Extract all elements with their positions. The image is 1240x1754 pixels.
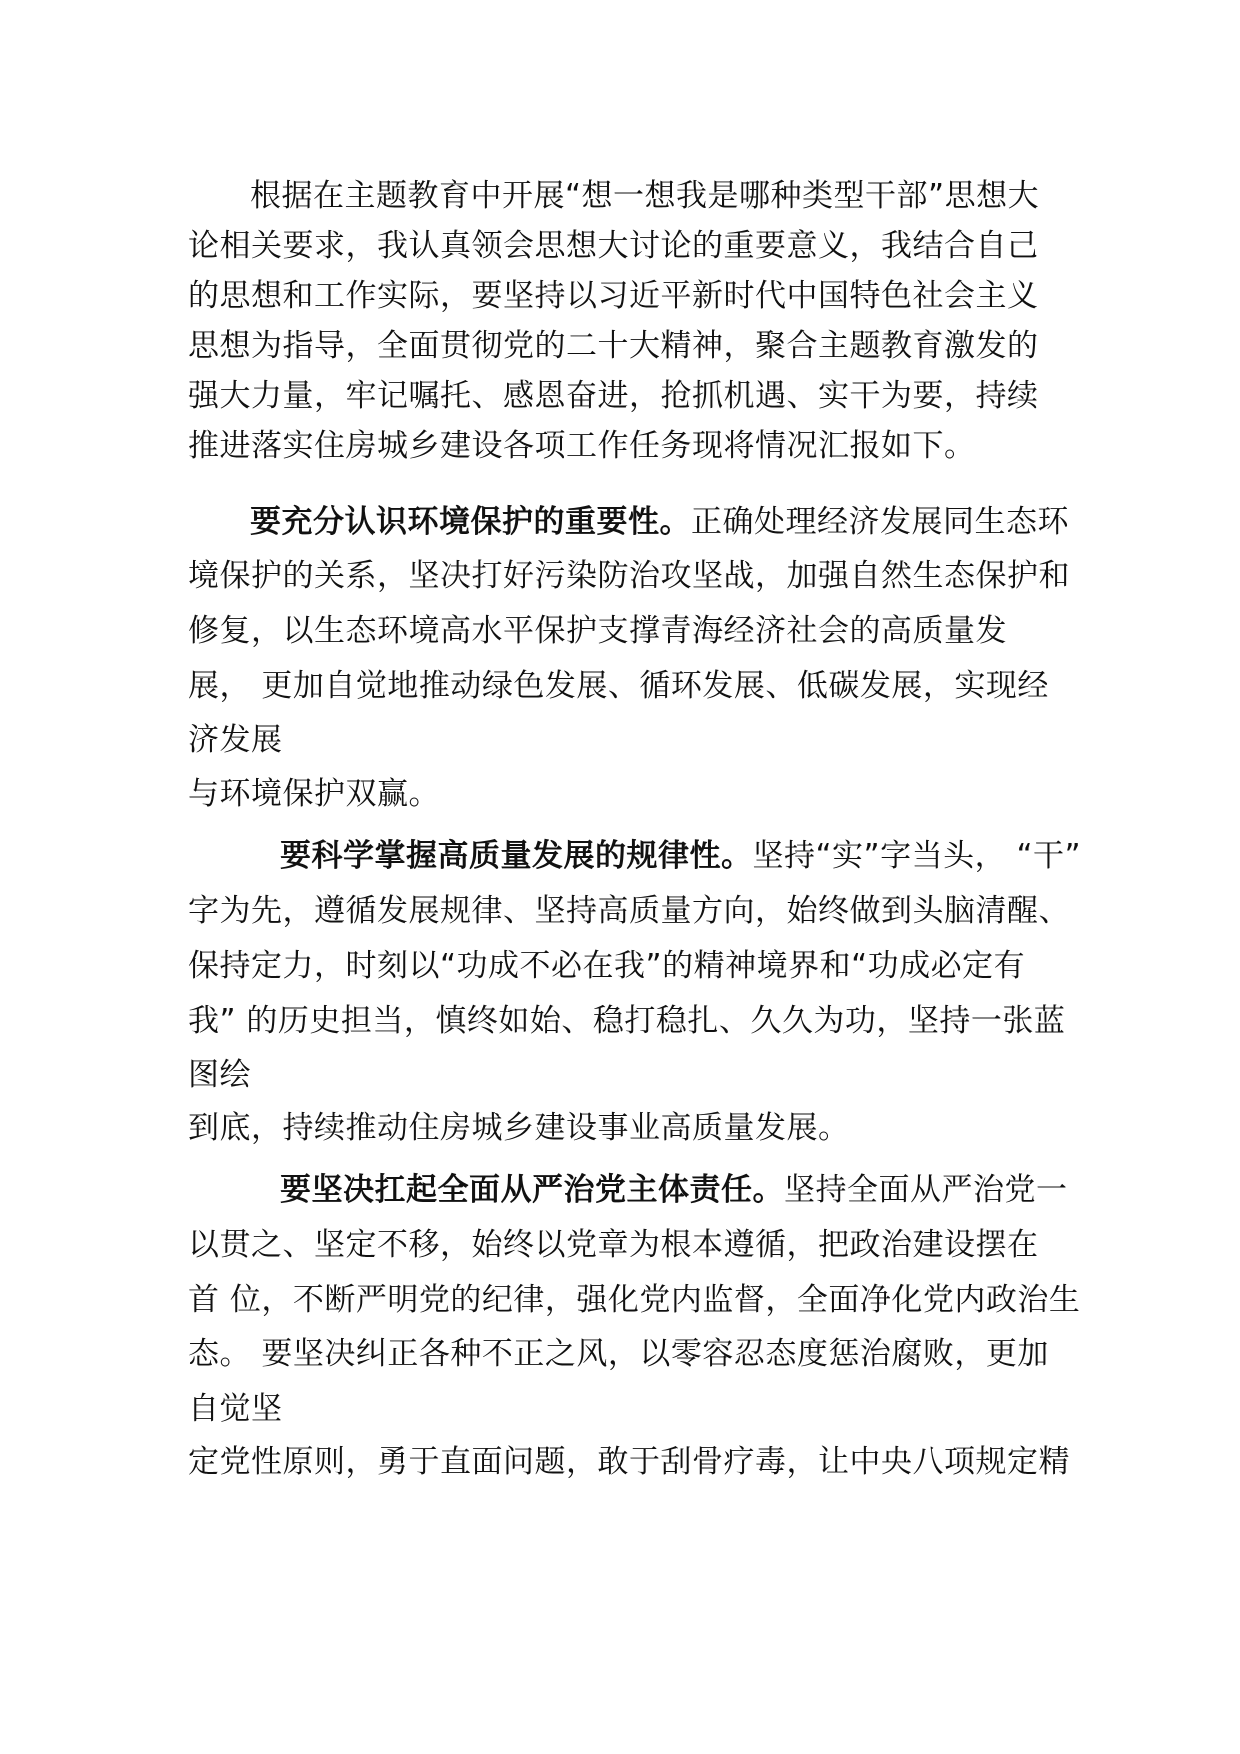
- section2-line-2: 字为先，遵循发展规律、坚持高质量方向，始终做到头脑清醒、: [188, 893, 1070, 929]
- intro-line-4: 思想为指导，全面贯彻党的二十大精神，聚合主题教育激发的: [188, 328, 1039, 364]
- section1-line-6: 与环境保护双赢。: [188, 776, 440, 812]
- section3-line-3: 首 位，不断严明党的纪律，强化党内监督，全面净化党内政治生: [188, 1282, 1081, 1318]
- section3-line-5: 自觉坚: [188, 1391, 283, 1427]
- section3-first-line-text: 坚持全面从严治党一: [784, 1172, 1068, 1208]
- section3-first-line: [280, 1170, 1068, 1210]
- section2-line-5: 图绘: [188, 1057, 251, 1093]
- section3-line-6: 定党性原则，勇于直面问题，敢于刮骨疗毒，让中央八项规定精: [188, 1444, 1070, 1480]
- section1-first-line: [250, 502, 1069, 542]
- section1-first-line-text: 正确处理经济发展同生态环: [691, 504, 1069, 540]
- section3-line-2: 以贯之、坚定不移，始终以党章为根本遵循，把政治建设摆在: [188, 1227, 1039, 1263]
- section2-heading: 要科学掌握高质量发展的规律性。: [280, 838, 753, 874]
- section2-first-line-text: 坚持“实”字当头， “干”: [752, 838, 1082, 874]
- section3-line-4: 态。 要坚决纠正各种不正之风，以零容忍态度惩治腐败，更加: [188, 1336, 1049, 1372]
- intro-line-5: 强大力量，牢记嘱托、感恩奋进，抢抓机遇、实干为要，持续: [188, 378, 1039, 414]
- intro-line-1: 根据在主题教育中开展“想一想我是哪种类型干部”思想大: [250, 178, 1040, 214]
- intro-line-2: 论相关要求，我认真领会思想大讨论的重要意义，我结合自己: [188, 228, 1039, 264]
- section1-line-5: 济发展: [188, 722, 283, 758]
- section3-heading: 要坚决扛起全面从严治党主体责任。: [280, 1172, 784, 1208]
- section2-first-line: [280, 836, 1081, 876]
- section1-line-2: 境保护的关系，坚决打好污染防治攻坚战，加强自然生态保护和: [188, 558, 1070, 594]
- section1-line-4: 展， 更加自觉地推动绿色发展、循环发展、低碳发展，实现经: [188, 668, 1049, 704]
- intro-line-3: 的思想和工作实际，要坚持以习近平新时代中国特色社会主义: [188, 278, 1039, 314]
- section2-line-3: 保持定力，时刻以“功成不必在我”的精神境界和“功成必定有: [188, 948, 1026, 984]
- intro-line-6: 推进落实住房城乡建设各项工作任务现将情况汇报如下。: [188, 428, 976, 464]
- section1-heading: 要充分认识环境保护的重要性。: [250, 504, 691, 540]
- section2-line-4: 我” 的历史担当，慎终如始、稳打稳扎、久久为功，坚持一张蓝: [188, 1003, 1066, 1039]
- section1-line-3: 修复，以生态环境高水平保护支撑青海经济社会的高质量发: [188, 613, 1007, 649]
- section2-line-6: 到底，持续推动住房城乡建设事业高质量发展。: [188, 1110, 850, 1146]
